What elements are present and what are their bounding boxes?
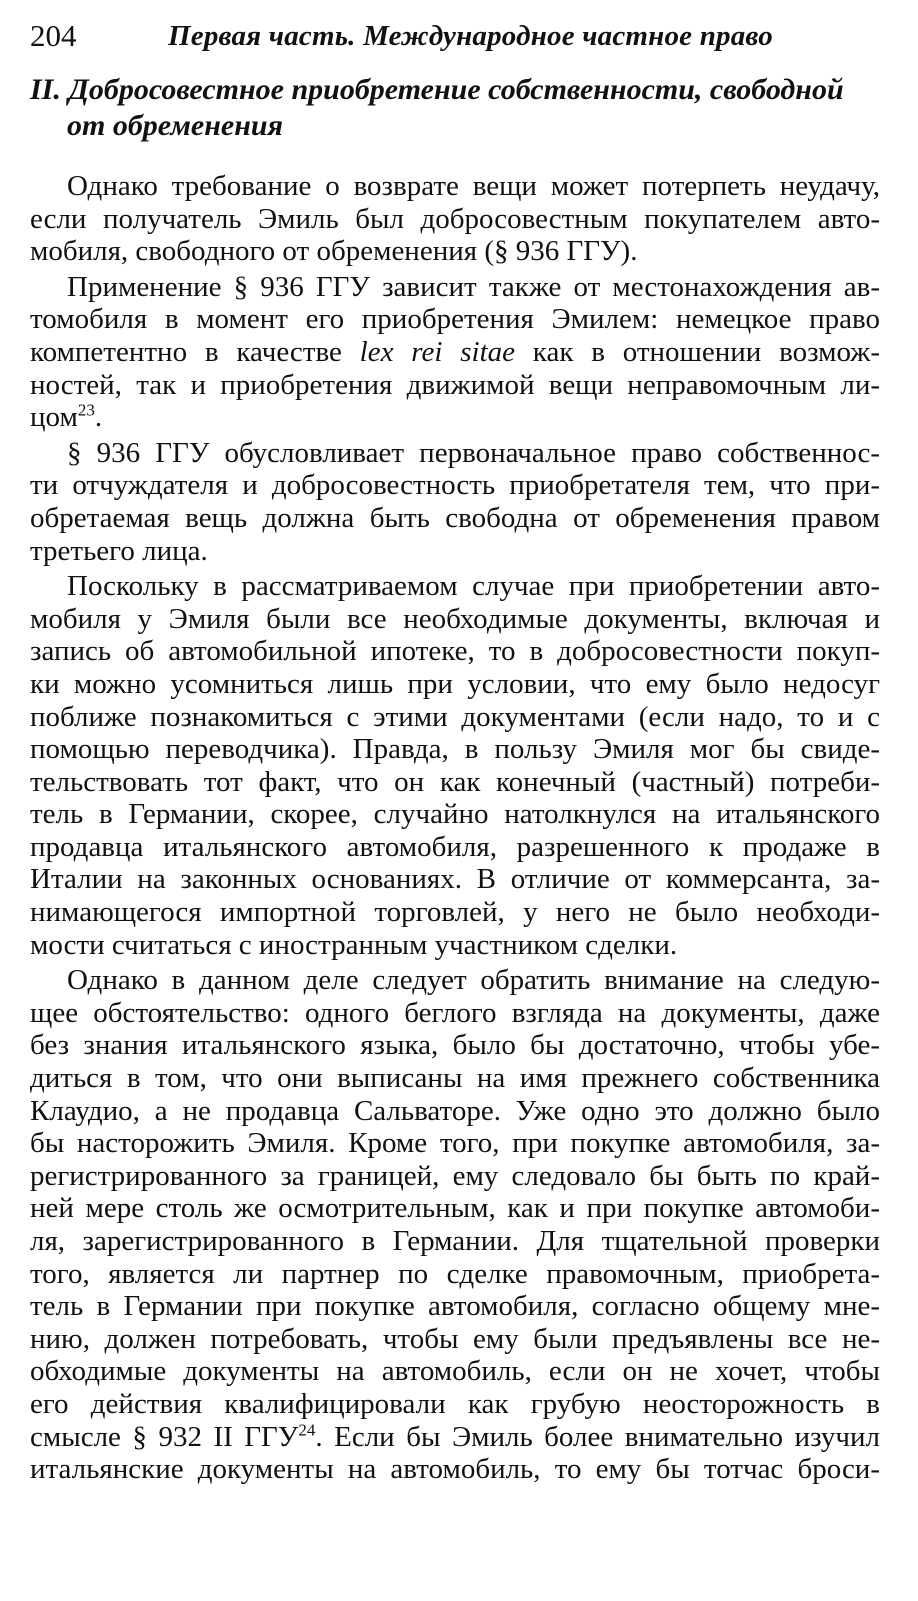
text-line: ностей, так и приобретения движимой вещи неправомочным ли- — [30, 368, 880, 401]
text-line: ти отчуждателя и добросовестность приобретателя тем, что при- — [30, 469, 880, 502]
text-line: без знания итальянского языка, было бы достаточно, чтобы убе- — [30, 1029, 880, 1062]
text-line: поближе познакомиться с этими документами (если надо, то и с — [30, 700, 880, 733]
text-line: § 936 ГГУ обусловливает первоначальное право собственнос- — [67, 436, 880, 469]
text-line: мости считаться с иностранным участником сделки. — [30, 928, 678, 961]
section-heading-line: от обременения — [67, 109, 284, 142]
paragraph-1 — [30, 170, 880, 268]
text-line: тель в Германии, скорее, случайно натолкнулся на итальянского — [30, 798, 880, 831]
body-text — [30, 170, 880, 1489]
text-line: продавца итальянского автомобиля, разрешенного к продаже в — [30, 830, 880, 863]
text-line: если получатель Эмиль был добросовестным покупателем авто- — [30, 202, 880, 235]
text-segment: смысле § 932 II ГГУ — [30, 1420, 299, 1453]
text-line: обходимые документы на автомобиль, если он не хочет, чтобы — [30, 1355, 880, 1388]
text-line: того, является ли партнер по сделке правомочным, приобрета- — [30, 1257, 880, 1290]
text-line: третьего лица. — [30, 534, 208, 567]
text-segment: цом — [30, 401, 78, 434]
text-line: диться в том, что они выписаны на имя прежнего собственника — [30, 1062, 880, 1095]
section-heading-line: II. Добросовестное приобретение собственности, свободной — [30, 73, 844, 106]
text-line: Поскольку в рассматриваемом случае при приобретении авто- — [67, 570, 880, 603]
text-segment: . — [94, 401, 103, 434]
text-line: запись об автомобильной ипотеке, то в добросовестности покуп- — [30, 635, 880, 668]
text-line: бы насторожить Эмиля. Кроме того, при покупке автомобиля, за- — [30, 1127, 880, 1160]
text-segment: компетентно в качестве — [30, 335, 360, 368]
text-line: Однако требование о возврате вещи может потерпеть неудачу, — [67, 170, 880, 202]
page-number: 204 — [30, 18, 77, 53]
paragraph-2 — [30, 271, 880, 434]
text-line: итальянские документы на автомобиль, то ему бы тотчас броси- — [30, 1453, 880, 1486]
paragraph-4 — [30, 570, 880, 961]
text-line: его действия квалифицировали как грубую неосторожность в — [30, 1387, 880, 1420]
text-segment: как в отношении возмож- — [515, 335, 880, 368]
text-line — [30, 401, 880, 434]
text-line: томобиля в момент его приобретения Эмилем: немецкое право — [30, 303, 880, 336]
latin-term: lex rei sitae — [359, 335, 515, 368]
running-head — [30, 18, 880, 54]
text-line — [30, 1421, 880, 1454]
text-segment: . Если бы Эмиль более внимательно изучил — [315, 1420, 881, 1453]
text-line: тельствовать тот факт, что он как конечный (частный) потреби- — [30, 765, 880, 798]
footnote-ref[interactable]: 23 — [77, 400, 95, 420]
text-line: тель в Германии при покупке автомобиля, согласно общему мне- — [30, 1290, 880, 1323]
text-line: Однако в данном деле следует обратить внимание на следую- — [67, 964, 880, 997]
text-line: ля, зарегистрированного в Германии. Для тщательной проверки — [30, 1225, 880, 1257]
running-title: Первая часть. Международное частное право — [168, 20, 773, 52]
text-line: Применение § 936 ГГУ зависит также от местонахождения ав- — [67, 270, 880, 303]
text-line: мобиля, свободного от обременения (§ 936 ГГУ). — [30, 235, 638, 268]
text-line: Италии на законных основаниях. В отличие от коммерсанта, за- — [30, 863, 880, 896]
text-line: помощью переводчика). Правда, в пользу Эмиля мог бы свиде- — [30, 733, 880, 766]
text-line — [30, 336, 880, 369]
paragraph-3 — [30, 437, 880, 567]
text-line: мобиля у Эмиля были все необходимые документы, включая и — [30, 602, 880, 635]
footnote-ref[interactable]: 24 — [298, 1419, 316, 1439]
text-line: Клаудио, а не продавца Сальваторе. Уже одно это должно было — [30, 1094, 880, 1127]
text-line: нимающегося импортной торговлей, у него не было необходи- — [30, 896, 880, 929]
text-line: обретаемая вещь должна быть свободна от обременения правом — [30, 501, 880, 534]
section-heading — [30, 72, 880, 144]
text-line: регистрированного за границей, ему следовало бы быть по край- — [30, 1159, 880, 1192]
text-line: ки можно усомниться лишь при условии, что ему было недосуг — [30, 667, 880, 700]
text-line: нию, должен потребовать, чтобы ему были предъявлены все не- — [30, 1322, 880, 1355]
text-line: ней мере столь же осмотрительным, как и при покупке автомоби- — [30, 1192, 880, 1225]
text-line: щее обстоятельство: одного беглого взгляда на документы, даже — [30, 996, 880, 1029]
paragraph-5 — [30, 964, 880, 1486]
